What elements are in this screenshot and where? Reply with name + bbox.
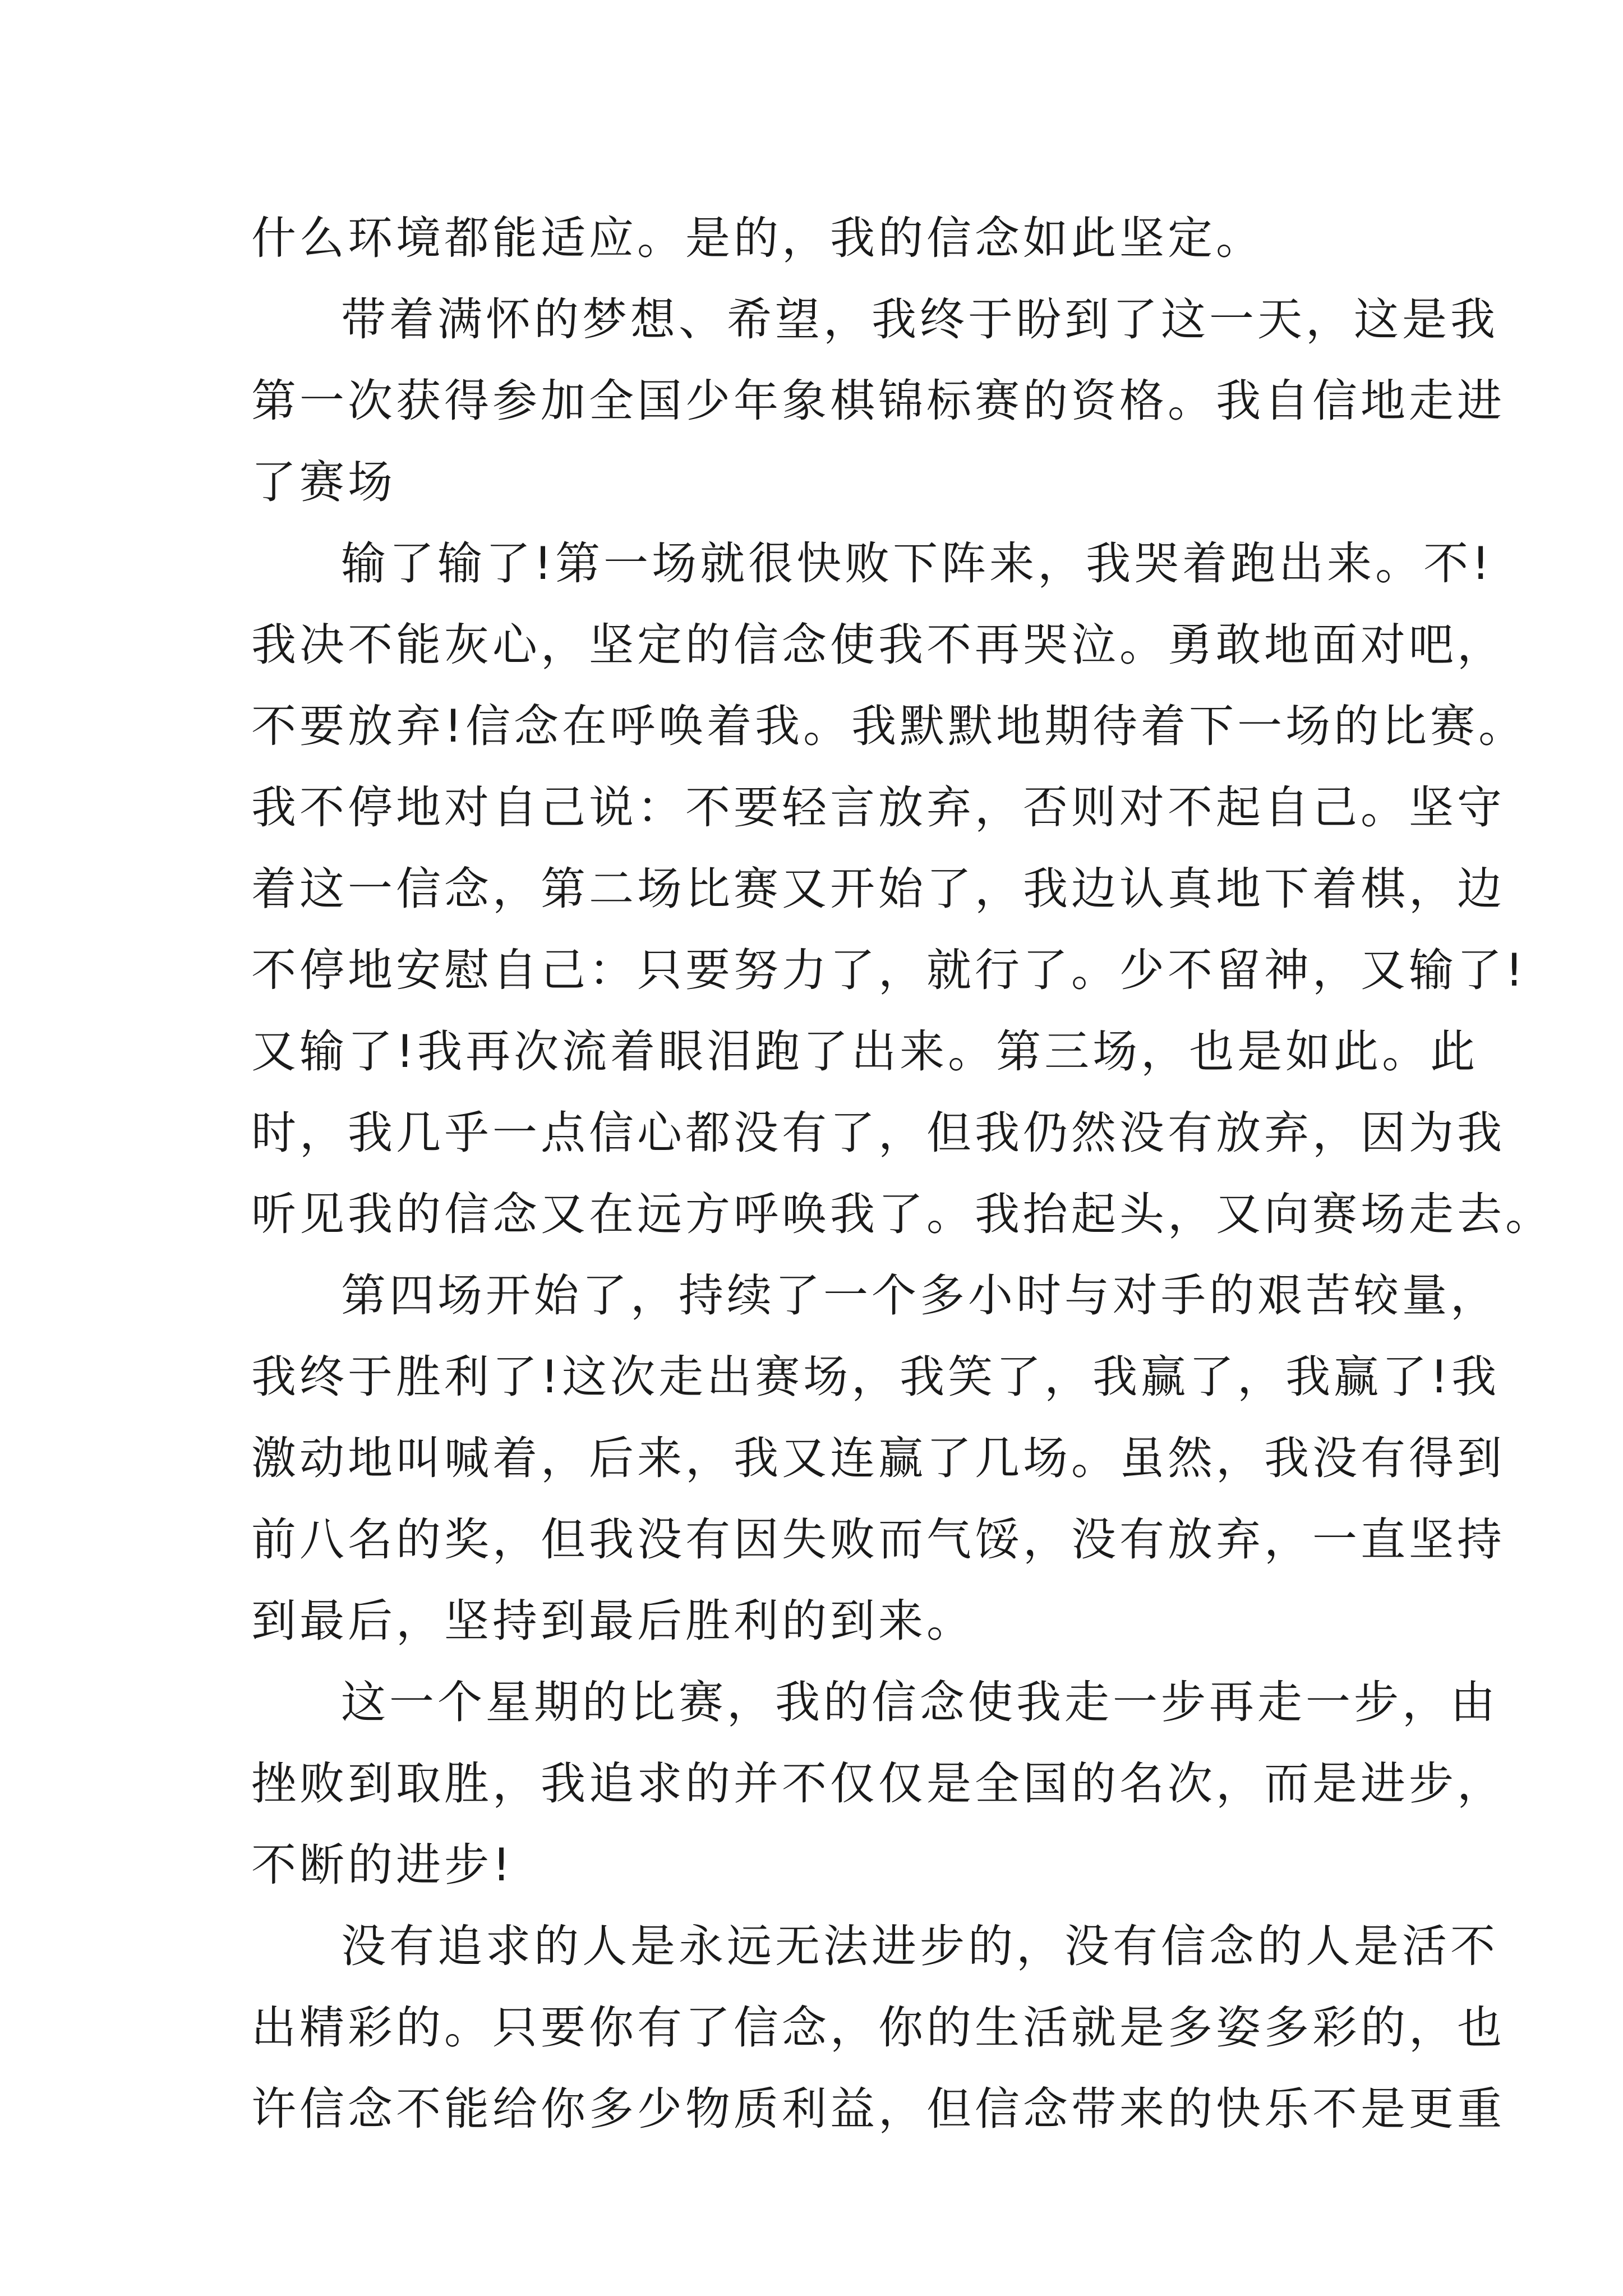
text-line: 没有追求的人是永远无法进步的，没有信念的人是活不	[341, 1920, 1498, 1972]
text-line: 我决不能灰心，坚定的信念使我不再哭泣。勇敢地面对吧，	[251, 619, 1505, 671]
text-line: 输了输了!第一场就很快败下阵来，我哭着跑出来。不!	[341, 537, 1493, 590]
text-line: 不断的进步!	[251, 1839, 514, 1891]
text-line: 听见我的信念又在远方呼唤我了。我抬起头，又向赛场走去。	[251, 1188, 1553, 1240]
text-line: 前八名的奖，但我没有因失败而气馁，没有放弃，一直坚持	[251, 1513, 1505, 1566]
text-line: 不停地安慰自己：只要努力了，就行了。少不留神，又输了!	[251, 944, 1527, 996]
document-body	[251, 197, 1553, 2150]
text-line: 许信念不能给你多少物质利益，但信念带来的快乐不是更重	[251, 2083, 1505, 2135]
text-line: 带着满怀的梦想、希望，我终于盼到了这一天，这是我	[341, 293, 1498, 346]
text-line: 这一个星期的比赛，我的信念使我走一步再走一步，由	[341, 1676, 1498, 1728]
text-line: 了赛场	[251, 456, 396, 508]
text-line: 不要放弃!信念在呼唤着我。我默默地期待着下一场的比赛。	[251, 700, 1527, 752]
text-line: 时，我几乎一点信心都没有了，但我仍然没有放弃，因为我	[251, 1107, 1505, 1159]
text-line: 到最后，坚持到最后胜利的到来。	[251, 1595, 975, 1647]
text-line: 我终于胜利了!这次走出赛场，我笑了，我赢了，我赢了!我	[251, 1351, 1500, 1403]
text-line: 第一次获得参加全国少年象棋锦标赛的资格。我自信地走进	[251, 375, 1505, 427]
text-line: 第四场开始了，持续了一个多小时与对手的艰苦较量，	[341, 1269, 1498, 1322]
text-line: 出精彩的。只要你有了信念，你的生活就是多姿多彩的，也	[251, 2001, 1505, 2054]
text-line: 又输了!我再次流着眼泪跑了出来。第三场，也是如此。此	[251, 1025, 1479, 1078]
text-line: 着这一信念，第二场比赛又开始了，我边认真地下着棋，边	[251, 863, 1505, 915]
text-line: 什么环境都能适应。是的，我的信念如此坚定。	[251, 212, 1264, 264]
text-line: 激动地叫喊着，后来，我又连赢了几场。虽然，我没有得到	[251, 1432, 1505, 1484]
text-line: 挫败到取胜，我追求的并不仅仅是全国的名次，而是进步，	[251, 1757, 1505, 1810]
text-line: 我不停地对自己说：不要轻言放弃，否则对不起自己。坚守	[251, 781, 1505, 834]
